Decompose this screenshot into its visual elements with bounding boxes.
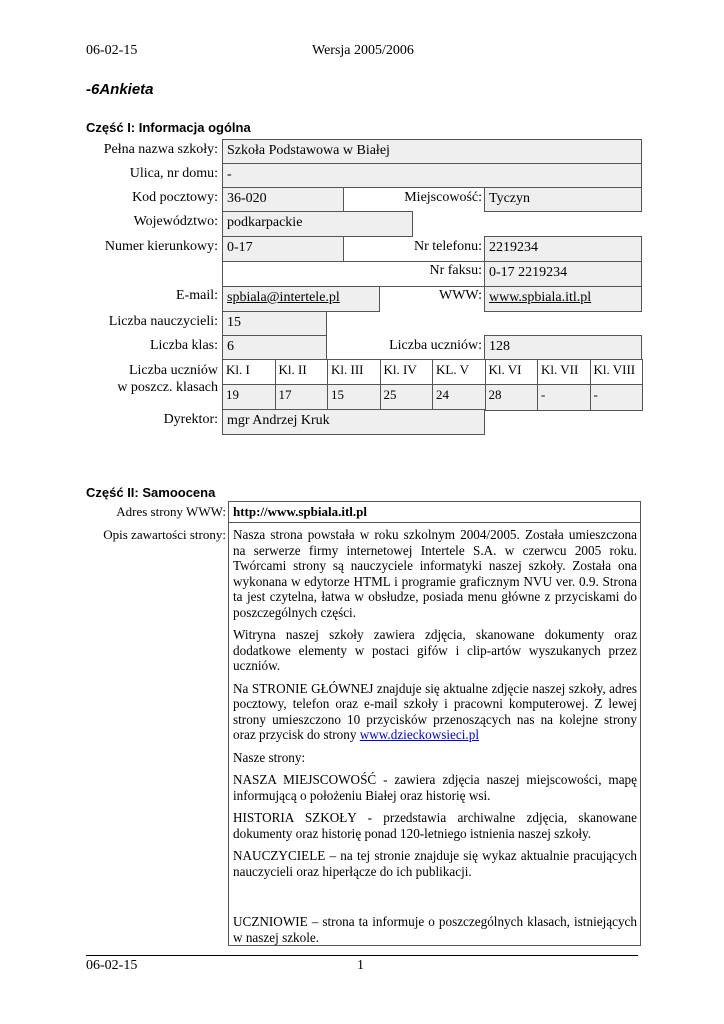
label-full-name: Pełna nazwa szkoły: bbox=[103, 142, 218, 157]
phone-field: 2219234 bbox=[484, 236, 642, 262]
label-town: Miejscowość: bbox=[404, 190, 482, 205]
label-email: E-mail: bbox=[176, 288, 218, 303]
fax-field: 0-17 2219234 bbox=[484, 261, 642, 287]
label-fax: Nr faksu: bbox=[429, 263, 482, 278]
description-paragraph-2: Witryna naszej szkoły zawiera zdjęcia, skanowane dokumenty oraz dodatkowe elementy w postaci gifów i clip-artów wyszukanych przez uczniów. bbox=[233, 627, 637, 673]
students-field: 128 bbox=[484, 335, 642, 360]
label-teachers: Liczba nauczycieli: bbox=[108, 314, 218, 329]
email-link[interactable]: spbiala@intertele.pl bbox=[227, 290, 340, 305]
postal-code-field: 36-020 bbox=[222, 187, 344, 212]
www-field bbox=[484, 286, 642, 312]
part2-heading: Część II: Samoocena bbox=[86, 485, 216, 500]
email-field bbox=[222, 286, 380, 312]
footer-date: 06-02-15 bbox=[86, 958, 138, 973]
label-students: Liczba uczniów: bbox=[389, 338, 482, 353]
class-table bbox=[222, 359, 642, 411]
area-code-field: 0-17 bbox=[222, 236, 344, 262]
description-paragraph-3 bbox=[233, 681, 637, 743]
teachers-field: 15 bbox=[222, 311, 327, 336]
label-students-per-class-line2: w poszcz. klasach bbox=[117, 380, 218, 395]
class-header-cell: Kl. II bbox=[275, 359, 329, 385]
class-header-cell: Kl. IV bbox=[380, 359, 434, 385]
footer-divider bbox=[86, 955, 638, 956]
description-paragraph-8: UCZNIOWIE – strona ta informuje o poszczególnych klasach, istniejących w naszej szkole. bbox=[233, 914, 637, 945]
description-box bbox=[228, 522, 641, 946]
label-www: WWW: bbox=[438, 288, 482, 303]
www-address-field bbox=[228, 501, 641, 523]
header-version: Wersja 2005/2006 bbox=[312, 43, 414, 58]
class-count-cell: 15 bbox=[327, 384, 381, 411]
label-director: Dyrektor: bbox=[163, 412, 218, 427]
description-paragraph-5: NASZA MIEJSCOWOŚĆ - zawiera zdjęcia naszej miejscowości, mapę informującą o położeniu Białej oraz historię wsi. bbox=[233, 772, 637, 803]
description-paragraph-1: Nasza strona powstała w roku szkolnym 2004/2005. Została umieszczona na serwerze firmy internetowej Intertele S.A. w czerwcu 2005 roku. Twórcami strony są nauczyciele informatyki naszej szkoły. Została ona wykonana w edytorze HTML i programie graficznym NVU ver. 0.9. Strona ta jest czytelna, łatwa w obsłudze, posiada menu główne z przyciskami do poszczególnych części. bbox=[233, 527, 637, 620]
page-number: 1 bbox=[357, 958, 364, 973]
class-header-cell: Kl. VIII bbox=[590, 359, 644, 385]
page-title: -6Ankieta bbox=[86, 81, 154, 98]
label-description: Opis zawartości strony: bbox=[103, 527, 226, 542]
class-header-cell: Kl. I bbox=[222, 359, 276, 385]
label-classes: Liczba klas: bbox=[149, 338, 218, 353]
class-count-cell: 24 bbox=[432, 384, 486, 411]
label-street: Ulica, nr domu: bbox=[129, 166, 218, 181]
description-paragraph-3-text: Na STRONIE GŁÓWNEJ znajduje się aktualne zdjęcie naszej szkoły, adres pocztowy, telefon oraz e-mail szkoły i pracowni komputerowej. Z lewej strony umieszczono 10 przycisków przenoszących nas na kolejne strony oraz przycisk do strony bbox=[233, 680, 637, 742]
class-count-cell: 28 bbox=[485, 384, 539, 411]
class-header-cell: KL. V bbox=[432, 359, 486, 385]
classes-field: 6 bbox=[222, 335, 327, 360]
label-students-per-class-line1: Liczba uczniów bbox=[128, 363, 218, 378]
class-count-cell: - bbox=[590, 384, 644, 411]
town-field: Tyczyn bbox=[484, 187, 642, 212]
class-count-cell: - bbox=[537, 384, 591, 411]
class-count-cell: 17 bbox=[275, 384, 329, 411]
label-area-code: Numer kierunkowy: bbox=[104, 239, 218, 254]
www-link[interactable]: www.spbiala.itl.pl bbox=[489, 290, 592, 305]
class-header-cell: Kl. VI bbox=[485, 359, 539, 385]
empty-fax-row-cell bbox=[222, 261, 485, 287]
label-www-address: Adres strony WWW: bbox=[116, 504, 226, 519]
label-postal-code: Kod pocztowy: bbox=[132, 190, 218, 205]
description-paragraph-7: NAUCZYCIELE – na tej stronie znajduje się wykaz aktualnie pracujących nauczycieli oraz hiperłącze do ich publikacji. bbox=[233, 848, 637, 879]
class-header-cell: Kl. III bbox=[327, 359, 381, 385]
class-count-cell: 25 bbox=[380, 384, 434, 411]
class-count-cell: 19 bbox=[222, 384, 276, 411]
class-header-cell: Kl. VII bbox=[537, 359, 591, 385]
part1-heading: Część I: Informacja ogólna bbox=[86, 120, 251, 135]
voivodeship-field: podkarpackie bbox=[222, 211, 413, 237]
label-voivodeship: Województwo: bbox=[133, 214, 218, 229]
dzieckowsieci-link[interactable]: www.dzieckowsieci.pl bbox=[359, 727, 479, 742]
street-field: - bbox=[222, 163, 642, 188]
label-phone: Nr telefonu: bbox=[413, 239, 482, 254]
full-name-field: Szkoła Podstawowa w Białej bbox=[222, 139, 642, 164]
description-paragraph-4: Nasze strony: bbox=[233, 749, 306, 765]
director-field: mgr Andrzej Kruk bbox=[222, 409, 485, 435]
description-paragraph-6: HISTORIA SZKOŁY - przedstawia archiwalne zdjęcia, skanowane dokumenty oraz historię ponad 120-letniego istnienia naszej szkoły. bbox=[233, 810, 637, 841]
header-date: 06-02-15 bbox=[86, 43, 138, 58]
www-address-link[interactable]: http://www.spbiala.itl.pl bbox=[233, 504, 368, 519]
